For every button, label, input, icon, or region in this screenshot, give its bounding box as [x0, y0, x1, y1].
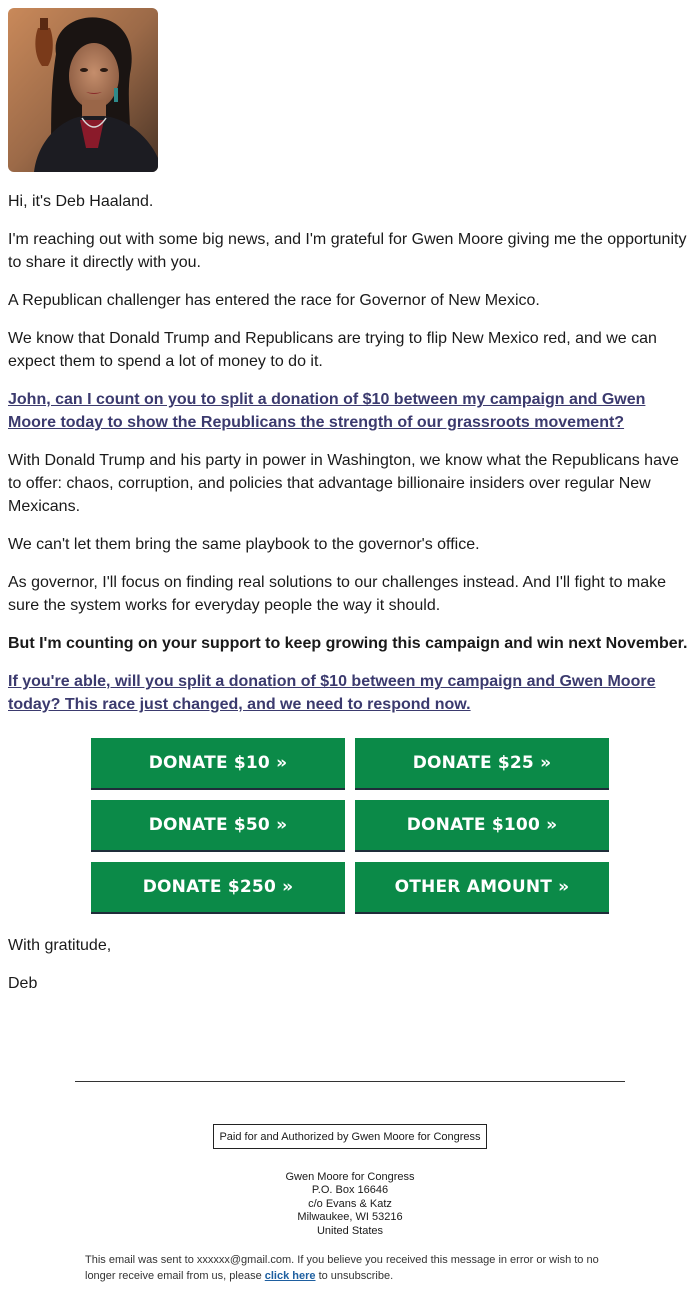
footer-divider: [75, 1081, 625, 1082]
sender-photo: [8, 8, 158, 172]
donate-100-button[interactable]: DONATE $100 »: [355, 800, 609, 852]
paid-for-disclaimer: Paid for and Authorized by Gwen Moore for Congress: [213, 1124, 487, 1149]
trump-paragraph: We know that Donald Trump and Republicans are trying to flip New Mexico red, and we can expect them to spend a lot of money to do it.: [8, 330, 657, 370]
address-line: c/o Evans & Katz: [308, 1197, 392, 1210]
support-paragraph: But I'm counting on your support to keep growing this campaign and win next November.: [8, 635, 688, 652]
address-line: Milwaukee, WI 53216: [297, 1211, 403, 1224]
donate-10-button[interactable]: DONATE $10 »: [91, 738, 345, 790]
address-line: Gwen Moore for Congress: [285, 1171, 415, 1183]
unsubscribe-note-suffix: to unsubscribe.: [315, 1270, 394, 1282]
solutions-paragraph: As governor, I'll focus on finding real solutions to our challenges instead. And I'll fight to make sure the system works for everyday people the way it should.: [8, 574, 667, 614]
signature-text: Deb: [8, 975, 38, 992]
donation-link-2[interactable]: If you're able, will you split a donation of $10 between my campaign and Gwen Moore today? This race just changed, and we need to respond now.: [8, 673, 656, 713]
washington-paragraph: With Donald Trump and his party in power in Washington, we know what the Republicans have to offer: chaos, corruption, and policies that advantage billionaire insiders over regular New Mexicans.: [8, 452, 679, 515]
address-line: P.O. Box 16646: [311, 1184, 389, 1197]
donate-25-button[interactable]: DONATE $25 »: [355, 738, 609, 790]
unsubscribe-link[interactable]: click here: [264, 1270, 316, 1282]
mailing-address: [0, 1171, 700, 1238]
intro-paragraph: I'm reaching out with some big news, and I'm grateful for Gwen Moore giving me the opportunity to share it directly with you.: [8, 231, 687, 271]
email-content: [8, 8, 692, 995]
donate-button-grid: [91, 738, 609, 914]
signoff-text: With gratitude,: [8, 937, 112, 954]
other-amount-button[interactable]: OTHER AMOUNT »: [355, 862, 609, 914]
cta-paragraph-1: [8, 388, 692, 434]
unsubscribe-note: [85, 1252, 615, 1284]
challenger-paragraph: A Republican challenger has entered the race for Governor of New Mexico.: [8, 292, 540, 309]
donate-50-button[interactable]: DONATE $50 »: [91, 800, 345, 852]
donation-link-1[interactable]: John, can I count on you to split a donation of $10 between my campaign and Gwen Moore today to show the Republicans the strength of our grassroots movement?: [8, 391, 646, 431]
unsubscribe-note-text: This email was sent to xxxxxx@gmail.com. If you believe you received this message in error or wish to no longer receive email from us, please: [85, 1254, 599, 1282]
donate-250-button[interactable]: DONATE $250 »: [91, 862, 345, 914]
greeting-text: Hi, it's Deb Haaland.: [8, 193, 154, 210]
address-line: United States: [316, 1224, 384, 1237]
cta-paragraph-2: [8, 670, 692, 716]
playbook-paragraph: We can't let them bring the same playbook to the governor's office.: [8, 536, 480, 553]
